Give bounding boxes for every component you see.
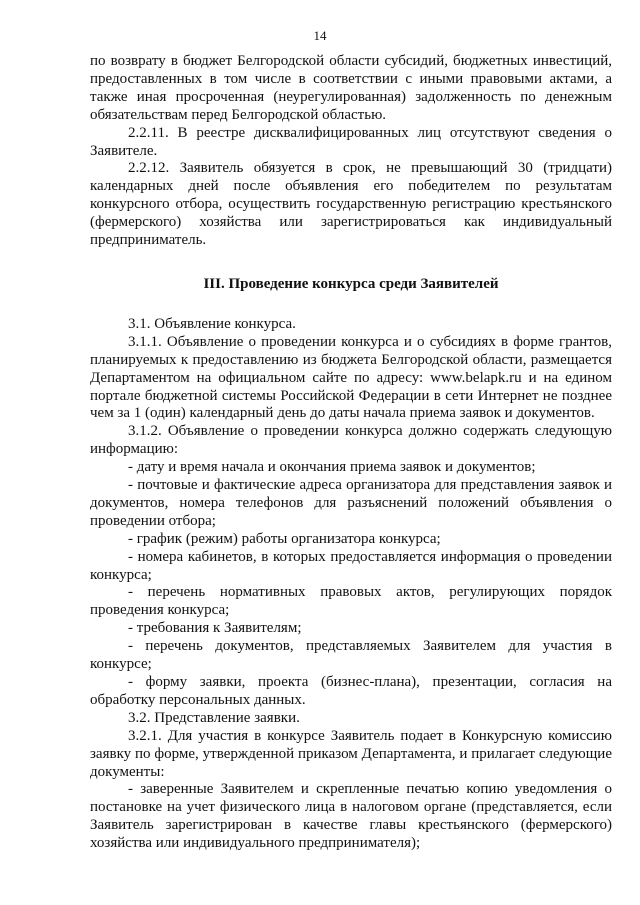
section-heading: III. Проведение конкурса среди Заявителей: [203, 275, 499, 292]
list-item: - заверенные Заявителем и скрепленные печатью копию уведомления о постановке на учет физического лица в налоговом органе (представляется, если Заявитель зарегистрирован в качестве главы крестьянского (фермерского) хозяйства или индивидуального предпринимателя);: [90, 781, 612, 852]
paragraph: 3.2.1. Для участия в конкурсе Заявитель подает в Конкурсную комиссию заявку по форме, утвержденной приказом Департамента, и прилагает следующие документы:: [90, 727, 612, 780]
list-item: - номера кабинетов, в которых предоставляется информация о проведении конкурса;: [90, 548, 612, 583]
paragraph: 3.1.1. Объявление о проведении конкурса и о субсидиях в форме грантов, планируемых к предоставлению из бюджета Белгородской области, размещается Департаментом на официальном сайте по адресу: www.belapk.ru и на едином портале бюджетной системы Российской Федерации в сети Интернет не позднее чем за 1 (один) календарный день до даты начала приема заявок и документов.: [90, 333, 612, 422]
paragraph: 3.1.2. Объявление о проведении конкурса должно содержать следующую информацию:: [90, 423, 612, 458]
paragraph: 3.2. Представление заявки.: [128, 709, 300, 726]
list-item: - почтовые и фактические адреса организатора для представления заявок и документов, номера телефонов для разъяснений положений объявления о проведении отбора;: [90, 477, 612, 529]
paragraph: 2.2.12. Заявитель обязуется в срок, не превышающий 30 (тридцати) календарных дней после объявления его победителем по результатам конкурсного отбора, осуществить государственную регистрацию крестьянского (фермерского) хозяйства или зарегистрироваться как индивидуальный предприниматель.: [90, 160, 612, 249]
list-item: - дату и время начала и окончания приема заявок и документов;: [128, 459, 536, 476]
list-item: - форму заявки, проекта (бизнес-плана), презентации, согласия на обработку персональных данных.: [90, 674, 612, 708]
body-text: [90, 53, 612, 853]
paragraph: 3.1. Объявление конкурса.: [128, 315, 296, 332]
list-item: - требования к Заявителям;: [128, 620, 302, 637]
paragraph: по возврату в бюджет Белгородской области субсидий, бюджетных инвестиций, предоставленных в том числе в соответствии с иными правовыми актами, а также иная просроченная (неурегулированная) задолженность по денежным обязательствам перед Белгородской областью.: [90, 53, 612, 123]
list-item: - график (режим) работы организатора конкурса;: [128, 530, 441, 547]
paragraph: 2.2.11. В реестре дисквалифицированных лиц отсутствуют сведения о Заявителе.: [90, 124, 612, 159]
list-item: - перечень документов, представляемых Заявителем для участия в конкурсе;: [90, 638, 612, 673]
list-item: - перечень нормативных правовых актов, регулирующих порядок проведения конкурса;: [90, 584, 612, 619]
page-number: 14: [313, 28, 327, 43]
